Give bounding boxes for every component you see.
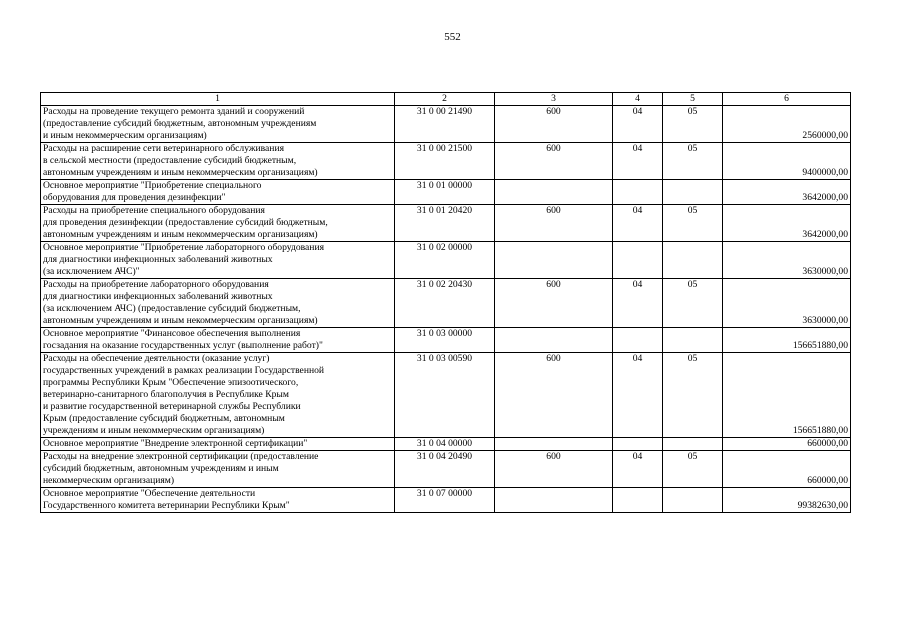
header-col-1: 1 — [41, 93, 395, 106]
row-rz-cell: 04 — [613, 205, 663, 242]
row-name-line: госзадания на оказание государственных услуг (выполнение работ)" — [43, 340, 323, 351]
row-name-line: Основное мероприятие "Обеспечение деятельности — [43, 488, 256, 499]
row-name-line: Расходы на обеспечение деятельности (оказание услуг) — [43, 353, 270, 364]
row-vr-cell — [495, 180, 613, 205]
row-name-cell — [41, 180, 395, 205]
table-body — [41, 106, 851, 513]
row-vr-cell: 600 — [495, 279, 613, 328]
row-name-cell — [41, 438, 395, 451]
row-pr-cell — [663, 180, 723, 205]
row-code-cell: 31 0 02 20430 — [395, 279, 495, 328]
table-row — [41, 205, 851, 242]
table-row — [41, 242, 851, 279]
row-name-line: (предоставление субсидий бюджетным, автономным учреждениям — [43, 118, 317, 129]
row-pr-cell: 05 — [663, 353, 723, 438]
header-col-2: 2 — [395, 93, 495, 106]
row-name-line: для диагностики инфекционных заболеваний животных — [43, 254, 273, 265]
row-pr-cell — [663, 488, 723, 513]
row-name-line: ветеринарно-санитарного благополучия в Республике Крым — [43, 389, 289, 400]
table-row — [41, 106, 851, 143]
row-sum-cell: 2560000,00 — [723, 106, 851, 143]
row-sum-cell: 660000,00 — [723, 451, 851, 488]
table-row — [41, 353, 851, 438]
row-code-cell: 31 0 04 20490 — [395, 451, 495, 488]
row-pr-cell: 05 — [663, 106, 723, 143]
row-sum-cell: 156651880,00 — [723, 353, 851, 438]
row-pr-cell — [663, 242, 723, 279]
row-name-line: автономным учреждениям и иным некоммерческим организациям) — [43, 229, 318, 240]
row-code-cell: 31 0 01 20420 — [395, 205, 495, 242]
row-name-line: в сельской местности (предоставление субсидий бюджетным, — [43, 155, 297, 166]
header-col-3: 3 — [495, 93, 613, 106]
row-name-cell — [41, 279, 395, 328]
row-vr-cell: 600 — [495, 451, 613, 488]
row-vr-cell: 600 — [495, 143, 613, 180]
row-vr-cell — [495, 242, 613, 279]
row-name-cell — [41, 451, 395, 488]
row-rz-cell — [613, 242, 663, 279]
row-rz-cell: 04 — [613, 353, 663, 438]
table-header-row — [41, 93, 851, 106]
row-vr-cell — [495, 488, 613, 513]
header-col-6: 6 — [723, 93, 851, 106]
row-vr-cell: 600 — [495, 353, 613, 438]
row-code-cell: 31 0 03 00000 — [395, 328, 495, 353]
row-rz-cell: 04 — [613, 279, 663, 328]
row-pr-cell — [663, 328, 723, 353]
row-name-line: оборудования для проведения дезинфекции" — [43, 192, 226, 203]
row-name-line: Основное мероприятие "Приобретение лабораторного оборудования — [43, 242, 324, 253]
header-col-5: 5 — [663, 93, 723, 106]
table-row — [41, 488, 851, 513]
row-rz-cell — [613, 488, 663, 513]
table-row — [41, 328, 851, 353]
row-pr-cell: 05 — [663, 451, 723, 488]
row-name-line: Расходы на расширение сети ветеринарного обслуживания — [43, 143, 284, 154]
table-row — [41, 438, 851, 451]
row-name-line: Основное мероприятие "Приобретение специального — [43, 180, 262, 191]
header-col-4: 4 — [613, 93, 663, 106]
row-sum-cell: 3642000,00 — [723, 205, 851, 242]
row-sum-cell: 660000,00 — [723, 438, 851, 451]
row-sum-cell: 3630000,00 — [723, 242, 851, 279]
row-pr-cell: 05 — [663, 143, 723, 180]
row-sum-cell: 9400000,00 — [723, 143, 851, 180]
row-name-cell — [41, 328, 395, 353]
budget-table — [40, 92, 851, 513]
row-name-line: и развитие государственной ветеринарной службы Республики — [43, 401, 301, 412]
row-name-line: учреждениям и иным некоммерческим организациям) — [43, 425, 265, 436]
row-name-cell — [41, 242, 395, 279]
row-name-line: программы Республики Крым "Обеспечение эпизоотического, — [43, 377, 299, 388]
table-row — [41, 143, 851, 180]
row-rz-cell — [613, 438, 663, 451]
row-rz-cell — [613, 180, 663, 205]
row-pr-cell — [663, 438, 723, 451]
page-number: 552 — [444, 31, 461, 43]
row-name-line: автономным учреждениям и иным некоммерческим организациям) — [43, 315, 318, 326]
row-vr-cell — [495, 438, 613, 451]
row-name-cell — [41, 106, 395, 143]
row-code-cell: 31 0 00 21490 — [395, 106, 495, 143]
row-name-line: Основное мероприятие "Финансовое обеспечения выполнения — [43, 328, 301, 339]
row-name-line: субсидий бюджетным, автономным учреждениям и иным — [43, 463, 279, 474]
row-name-line: Расходы на внедрение электронной сертификации (предоставление — [43, 451, 319, 462]
row-code-cell: 31 0 04 00000 — [395, 438, 495, 451]
row-name-cell — [41, 205, 395, 242]
row-vr-cell: 600 — [495, 205, 613, 242]
row-name-line: и иным некоммерческим организациям) — [43, 130, 207, 141]
row-code-cell: 31 0 03 00590 — [395, 353, 495, 438]
table-row — [41, 180, 851, 205]
row-name-line: Крым (предоставление субсидий бюджетным, автономным — [43, 413, 285, 424]
row-code-cell: 31 0 00 21500 — [395, 143, 495, 180]
row-rz-cell: 04 — [613, 451, 663, 488]
row-name-line: Расходы на проведение текущего ремонта зданий и сооружений — [43, 106, 305, 117]
row-name-line: Основное мероприятие "Внедрение электронной сертификации" — [43, 438, 308, 449]
row-pr-cell: 05 — [663, 205, 723, 242]
row-name-cell — [41, 143, 395, 180]
row-vr-cell — [495, 328, 613, 353]
row-sum-cell: 3630000,00 — [723, 279, 851, 328]
row-rz-cell: 04 — [613, 143, 663, 180]
row-name-line: (за исключением АЧС) (предоставление субсидий бюджетным, — [43, 303, 301, 314]
row-name-line: государственных учреждений в рамках реализации Государственной — [43, 365, 325, 376]
row-name-line: Расходы на приобретение специального оборудования — [43, 205, 265, 216]
row-name-line: Государственного комитета ветеринарии Республики Крым" — [43, 500, 290, 511]
row-name-line: (за исключением АЧС)" — [43, 266, 140, 277]
row-code-cell: 31 0 07 00000 — [395, 488, 495, 513]
row-name-line: Расходы на приобретение лабораторного оборудования — [43, 279, 269, 290]
row-name-cell — [41, 488, 395, 513]
row-rz-cell — [613, 328, 663, 353]
row-rz-cell: 04 — [613, 106, 663, 143]
row-name-cell — [41, 353, 395, 438]
row-name-line: для проведения дезинфекции (предоставление субсидий бюджетным, — [43, 217, 328, 228]
row-name-line: автономным учреждениям и иным некоммерческим организациям) — [43, 167, 318, 178]
row-name-line: некоммерческим организациям) — [43, 475, 175, 486]
row-pr-cell: 05 — [663, 279, 723, 328]
row-code-cell: 31 0 01 00000 — [395, 180, 495, 205]
row-code-cell: 31 0 02 00000 — [395, 242, 495, 279]
row-sum-cell: 156651880,00 — [723, 328, 851, 353]
table-row — [41, 279, 851, 328]
row-sum-cell: 99382630,00 — [723, 488, 851, 513]
row-vr-cell: 600 — [495, 106, 613, 143]
row-sum-cell: 3642000,00 — [723, 180, 851, 205]
row-name-line: для диагностики инфекционных заболеваний животных — [43, 291, 273, 302]
table-row — [41, 451, 851, 488]
